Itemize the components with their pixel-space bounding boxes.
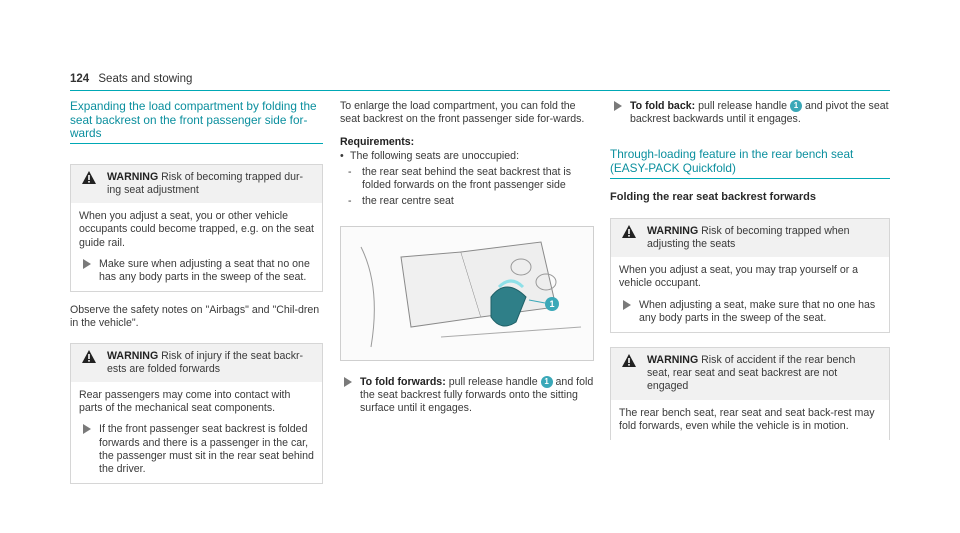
column-3 [610, 100, 890, 440]
warning-icon [81, 349, 97, 364]
play-arrow-icon [614, 101, 622, 111]
warning-title: Risk of becoming trapped when adjusting the seats [647, 224, 850, 250]
intro-text: To enlarge the load compartment, you can fold the seat backrest on the front passenger side for-wards. [340, 100, 585, 126]
warning-title: Risk of accident if the rear bench seat, rear seat and seat backrest are not engaged [647, 354, 856, 393]
play-arrow-icon [344, 377, 352, 387]
warning-icon [81, 170, 97, 185]
warning-body [611, 400, 889, 440]
warning-box-accident [610, 347, 890, 440]
warning-body [71, 203, 322, 291]
observe-note: Observe the safety notes on "Airbags" and "Chil-dren in the vehicle". [70, 304, 320, 330]
warning-text: Rear passengers may come into contact with parts of the mechanical seat components. [79, 389, 291, 415]
handle-badge: 1 [541, 376, 553, 388]
warning-label: WARNING [107, 349, 159, 362]
warning-icon [621, 353, 637, 368]
warning-body [611, 257, 889, 332]
warning-text: The rear bench seat, rear seat and seat back-rest may fold forwards, even while the vehicle is in motion. [619, 406, 875, 432]
warning-label: WARNING [647, 224, 699, 237]
page-number: 124 [70, 73, 90, 85]
warning-title: Risk of becoming trapped dur-ing seat adjustment [107, 170, 304, 196]
requirement-bullet: • The following seats are unoccupied: [340, 150, 594, 163]
column-1 [70, 100, 323, 484]
warning-header [71, 165, 322, 203]
warning-label: WARNING [647, 354, 699, 367]
warning-icon [621, 224, 637, 239]
seat-illustration [340, 226, 594, 361]
play-arrow-icon [83, 259, 91, 269]
warning-instruction: If the front passenger seat backrest is folded forwards and there is a passenger in the car, the passenger must sit in the rear seat behind the driver. [79, 423, 314, 476]
play-arrow-icon [623, 300, 631, 310]
warning-body [71, 382, 322, 483]
requirements-label: Requirements: [340, 136, 415, 149]
fold-forwards-step: To fold forwards: pull release handle 1 and fold the seat backrest fully forwards onto the sitting surface until it engages. [340, 376, 594, 416]
play-arrow-icon [83, 424, 91, 434]
warning-title: Risk of injury if the seat backr-ests are folded forwards [107, 349, 304, 375]
header-divider [70, 90, 890, 91]
warning-header [611, 348, 889, 400]
requirement-dash-2: - the rear centre seat [340, 195, 594, 208]
callout-1: 1 [549, 299, 555, 310]
requirement-dash-1: - the rear seat behind the seat backrest that is folded forwards on the front passenger side [340, 166, 594, 192]
subheading-folding: Folding the rear seat backrest forwards [610, 190, 817, 203]
handle-badge: 1 [790, 100, 802, 112]
column-2 [340, 100, 594, 415]
section-title: Seats and stowing [98, 73, 193, 85]
warning-text: When you adjust a seat, you or other vehicle occupants could become trapped, e.g. on the seat guide rail. [79, 210, 314, 249]
warning-box-trapped-rear [610, 218, 890, 333]
warning-box-injury [70, 343, 323, 485]
warning-box-trapped [70, 164, 323, 292]
warning-header [71, 344, 322, 382]
section-heading-through-loading: Through-loading feature in the rear bench seat (EASY-PACK Quickfold) [610, 148, 890, 178]
section-heading-expanding: Expanding the load compartment by folding the seat backrest on the front passenger side for-wards [70, 100, 323, 144]
warning-header [611, 219, 889, 257]
warning-text: When you adjust a seat, you may trap yourself or a vehicle occupant. [619, 264, 859, 290]
warning-instruction: Make sure when adjusting a seat that no one has any body parts in the sweep of the seat. [79, 258, 314, 284]
fold-back-step: To fold back: pull release handle 1 and pivot the seat backrest backwards until it engages. [610, 100, 890, 126]
warning-instruction: When adjusting a seat, make sure that no one has any body parts in the sweep of the seat. [619, 299, 881, 325]
page-header [70, 73, 192, 85]
warning-label: WARNING [107, 170, 159, 183]
